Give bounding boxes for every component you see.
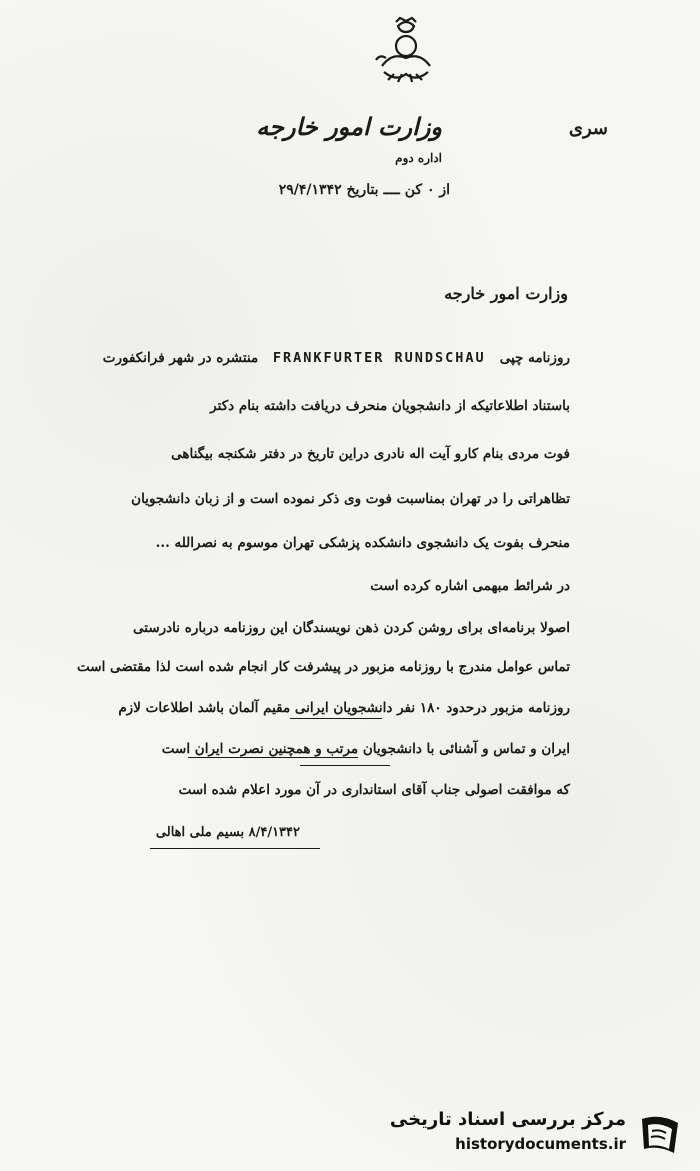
underline-mark — [188, 757, 358, 758]
body-line-9: روزنامه مزبور درحدود ۱۸۰ نفر دانشجویان ایرانی مقیم آلمان باشد اطلاعات لازم — [118, 700, 570, 716]
body-line-10: ایران و تماس و آشنائی با دانشجویان مرتب و همچنین نصرت ایران است — [161, 741, 570, 757]
body-line-1 — [103, 350, 570, 366]
body-line-1-post: منتشره در شهر فرانکفورت — [102, 350, 259, 366]
signature-line: ۸/۴/۱۳۴۲ بسیم ملی اهالی — [155, 825, 300, 840]
confidential-label: سری — [568, 118, 608, 139]
signature-underline — [150, 848, 320, 849]
body-line-8: تماس عوامل مندرج با روزنامه مزبور در پیشرفت کار انجام شده است لذا مقتضی است — [77, 659, 570, 675]
reference-line: از ۰ کن ــــ بتاریخ ۲۹/۴/۱۳۴۲ — [278, 182, 450, 198]
archive-watermark — [389, 1105, 684, 1161]
body-line-4: تظاهراتی را در تهران بمناسبت فوت وی ذکر نموده است و از زبان دانشجویان — [131, 491, 570, 507]
ministry-header: وزارت امور خارجه — [256, 112, 442, 141]
underline-mark — [300, 765, 390, 766]
body-line-6: در شرائط مبهمی اشاره کرده است — [370, 578, 570, 594]
body-line-5: منحرف بفوت یک دانشجوی دانشکده پزشکی تهران موسوم به نصرالله ... — [155, 535, 570, 551]
lion-and-sun-emblem — [368, 14, 444, 90]
archive-title: مرکز بررسی اسناد تاریخی — [389, 1109, 626, 1130]
archive-url[interactable]: historydocuments.ir — [455, 1135, 626, 1153]
newspaper-name: FRANKFURTER RUNDSCHAU — [272, 350, 486, 366]
body-line-11: که موافقت اصولی جناب آقای استانداری در آن مورد اعلام شده است — [178, 782, 570, 798]
recipient-line: وزارت امور خارجه — [444, 284, 568, 303]
body-line-2: باستناد اطلاعاتیکه از دانشجویان منحرف دریافت داشته بنام دکتر — [210, 398, 570, 414]
archive-logo-icon — [636, 1111, 684, 1157]
body-line-7: اصولا برنامه‌ای برای روشن کردن ذهن نویسندگان این روزنامه درباره نادرستی — [133, 620, 570, 636]
body-line-1-pre: روزنامه چپی — [499, 350, 570, 366]
underline-mark — [290, 718, 382, 719]
department-label: اداره دوم — [395, 151, 442, 165]
body-line-3: فوت مردی بنام کارو آیت اله نادری دراین تاریخ در دفتر شکنجه بیگناهی — [171, 446, 570, 462]
